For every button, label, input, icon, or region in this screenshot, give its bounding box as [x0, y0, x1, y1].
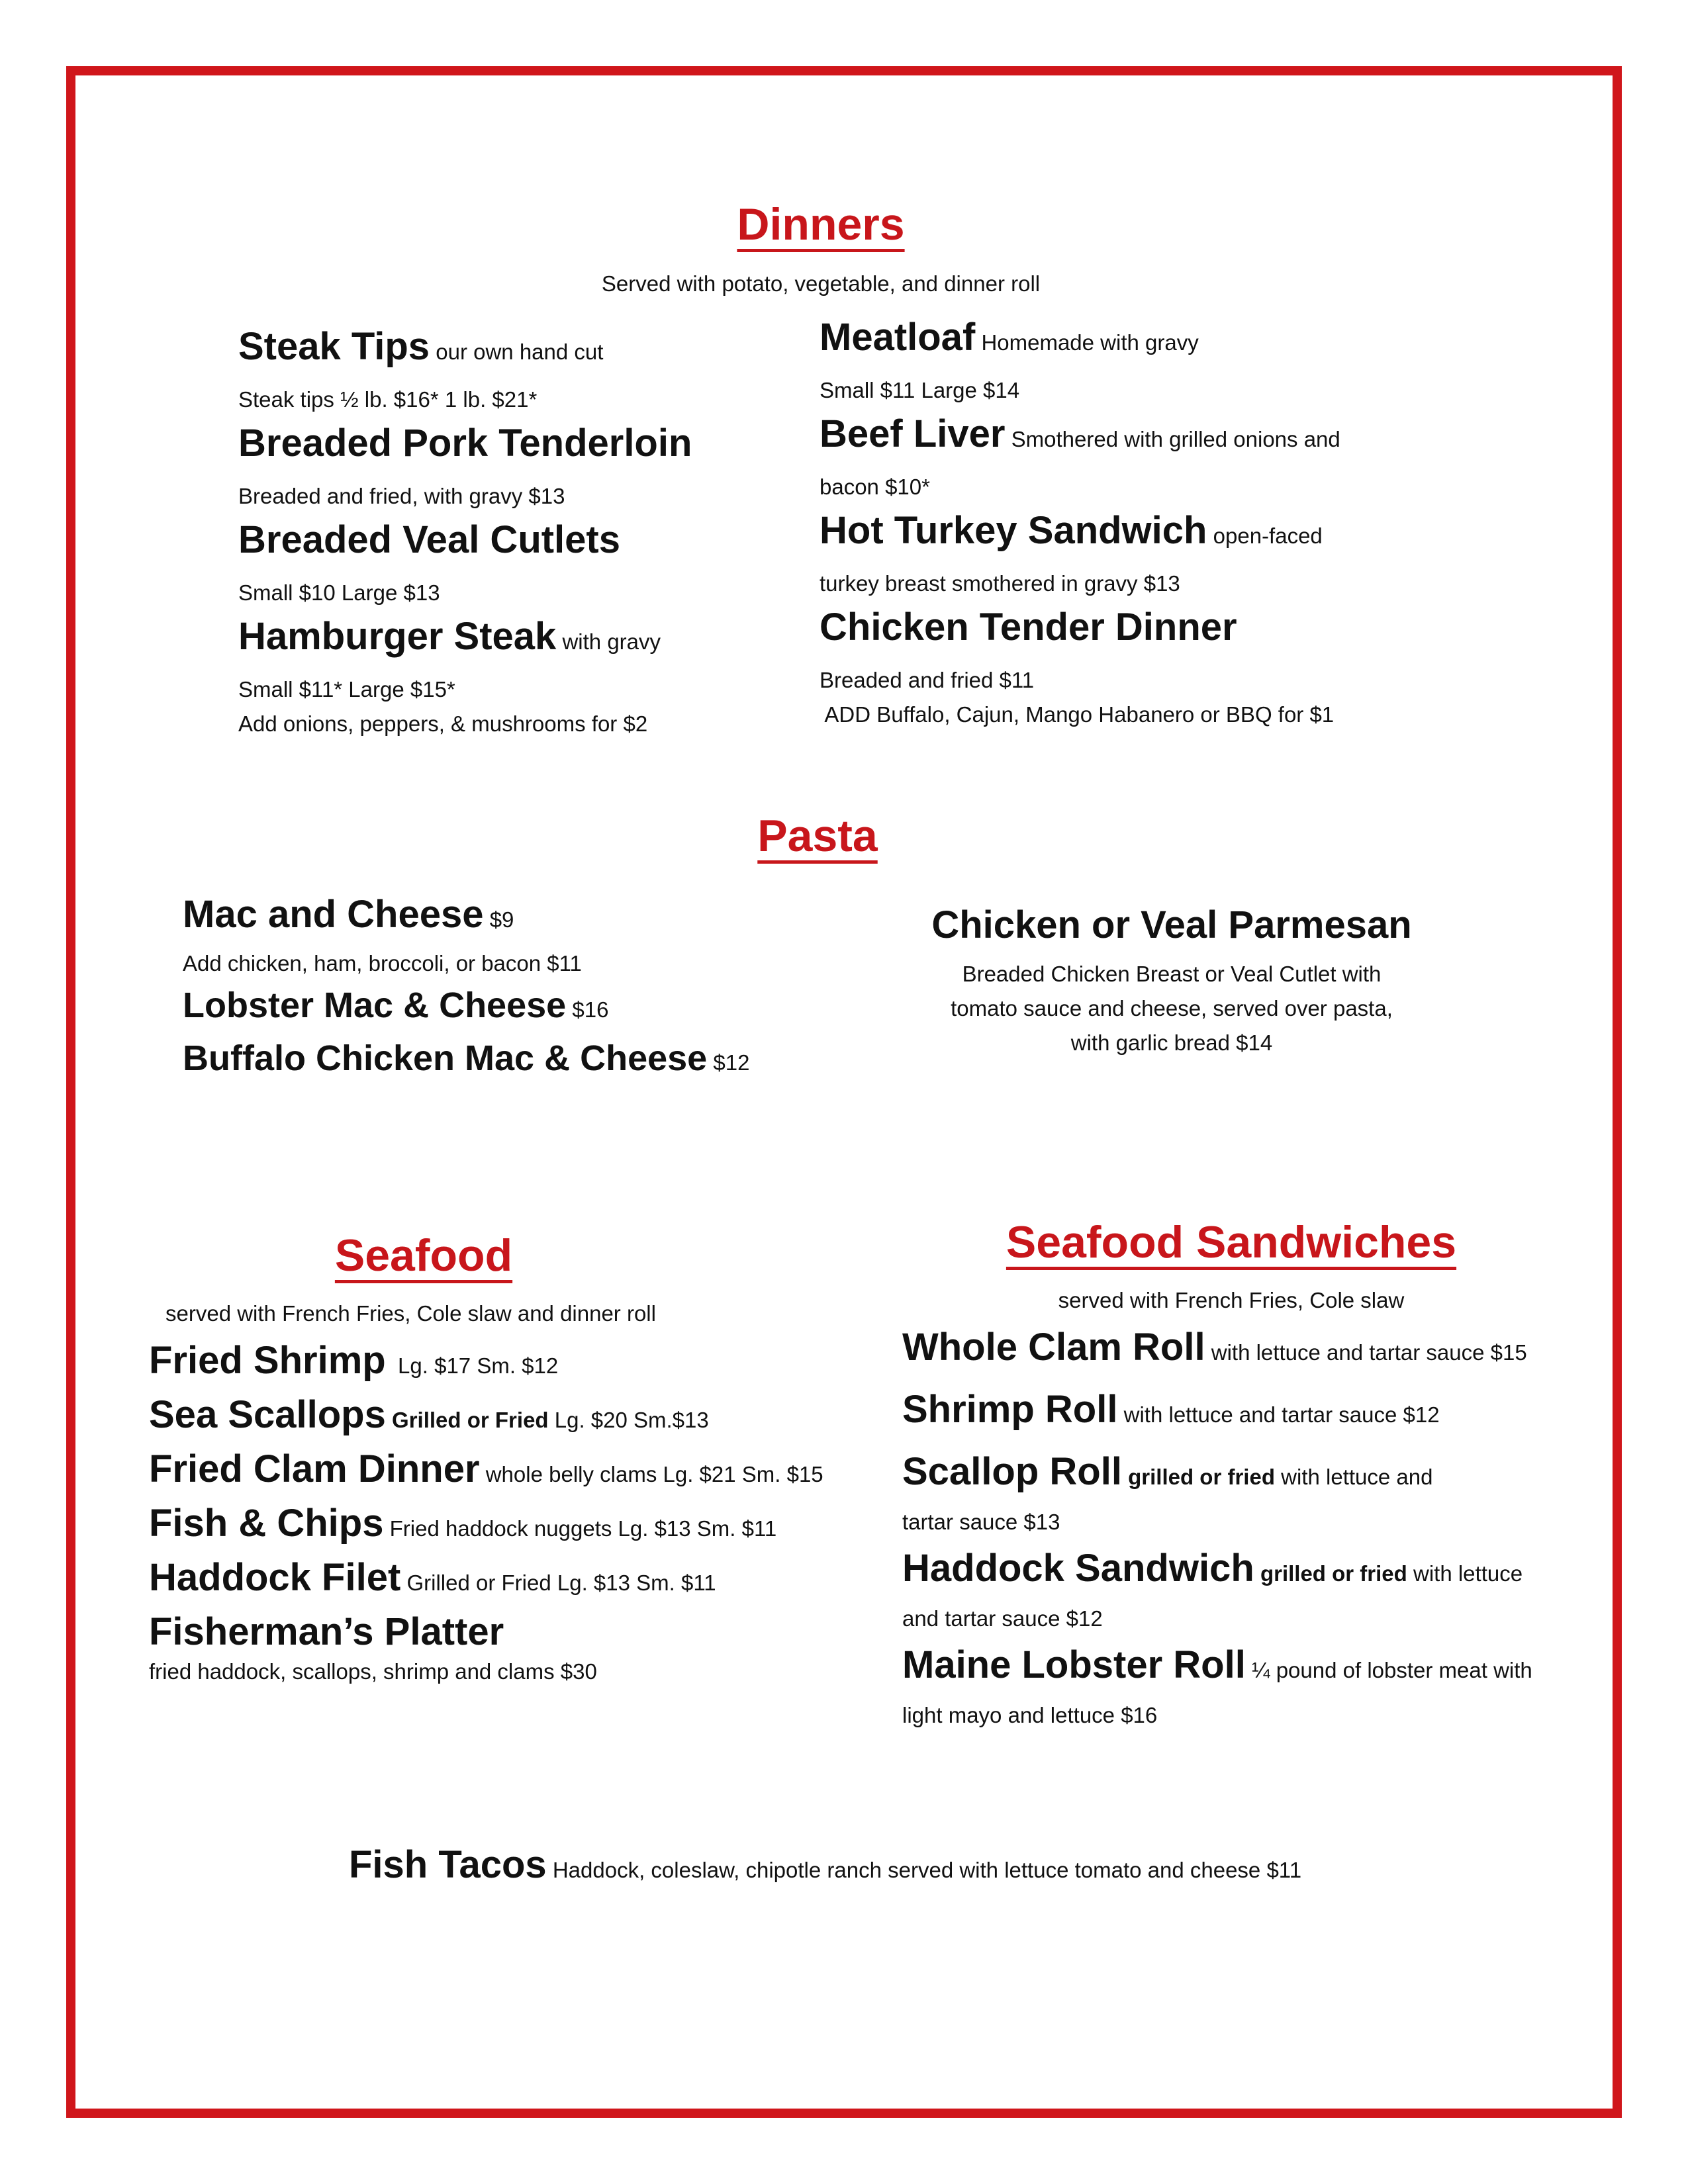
- item-name: Whole Clam Roll: [902, 1326, 1205, 1369]
- item-detail: with garlic bread $14: [1070, 1030, 1273, 1055]
- item-name: Meatloaf: [820, 316, 976, 359]
- item-desc: open-faced: [1213, 523, 1323, 548]
- item-price: $9: [489, 907, 514, 932]
- item-name: Chicken or Veal Parmesan: [931, 903, 1412, 946]
- item-name: Fisherman’s Platter: [149, 1610, 504, 1653]
- menu-item-lobster-roll: [902, 1644, 1532, 1686]
- item-detail: Steak tips ½ lb. $16* 1 lb. $21*: [238, 387, 538, 412]
- menu-item-fishermans-platter: [149, 1611, 504, 1653]
- item-detail: tomato sauce and cheese, served over pasta,: [951, 996, 1393, 1021]
- item-desc: Homemade with gravy: [981, 330, 1199, 355]
- sandwiches-subtitle: served with French Fries, Cole slaw: [1058, 1288, 1405, 1312]
- item-name: Mac and Cheese: [183, 893, 484, 936]
- menu-item-mac-cheese: [183, 893, 514, 936]
- item-name: Maine Lobster Roll: [902, 1643, 1246, 1686]
- item-detail: Breaded Chicken Breast or Veal Cutlet with: [962, 962, 1382, 986]
- item-price: $16: [572, 997, 609, 1022]
- item-name: Scallop Roll: [902, 1450, 1122, 1493]
- menu-item-chicken-tender: [820, 606, 1237, 649]
- item-detail: bacon $10*: [820, 475, 930, 499]
- seafood-subtitle: served with French Fries, Cole slaw and dinner roll: [165, 1301, 656, 1326]
- item-desc: Grilled or Fried Lg. $13 Sm. $11: [406, 1570, 716, 1595]
- menu-item-hot-turkey: [820, 510, 1323, 552]
- item-name: Beef Liver: [820, 412, 1006, 455]
- item-desc: Haddock, coleslaw, chipotle ranch served with lettuce tomato and cheese $11: [552, 1858, 1302, 1882]
- menu-border: [66, 66, 1622, 2118]
- dinners-heading: Dinners: [737, 199, 905, 250]
- menu-item-shrimp-roll: [902, 1388, 1440, 1431]
- item-name: Shrimp Roll: [902, 1388, 1118, 1431]
- item-detail: Add onions, peppers, & mushrooms for $2: [238, 711, 648, 736]
- item-price: $12: [713, 1050, 750, 1075]
- item-bold-desc: grilled or fried: [1260, 1561, 1407, 1586]
- item-name: Steak Tips: [238, 325, 430, 368]
- item-name: Haddock Filet: [149, 1556, 401, 1599]
- item-desc: our own hand cut: [436, 340, 604, 364]
- menu-item-veal-cutlets: [238, 519, 620, 561]
- menu-item-fried-clam: [149, 1448, 823, 1490]
- sandwiches-heading: Seafood Sandwiches: [1006, 1217, 1457, 1267]
- menu-item-fried-shrimp: [149, 1340, 558, 1382]
- menu-item-clam-roll: [902, 1326, 1527, 1369]
- item-desc: with lettuce and tartar sauce $15: [1211, 1340, 1527, 1365]
- item-detail: tartar sauce $13: [902, 1510, 1060, 1534]
- menu-item-meatloaf: [820, 316, 1199, 359]
- item-desc: Lg. $17 Sm. $12: [385, 1353, 559, 1378]
- menu-item-beef-liver: [820, 413, 1340, 455]
- item-name: Haddock Sandwich: [902, 1547, 1254, 1590]
- item-name: Fried Clam Dinner: [149, 1447, 480, 1490]
- item-detail: Breaded and fried, with gravy $13: [238, 484, 565, 508]
- item-detail: and tartar sauce $12: [902, 1606, 1103, 1631]
- item-name: Hot Turkey Sandwich: [820, 509, 1207, 552]
- menu-item-sea-scallops: [149, 1394, 709, 1436]
- menu-item-fish-tacos: [349, 1844, 1301, 1886]
- item-detail: Small $10 Large $13: [238, 580, 440, 605]
- item-name: Chicken Tender Dinner: [820, 606, 1237, 649]
- item-name: Sea Scallops: [149, 1393, 386, 1436]
- item-detail: turkey breast smothered in gravy $13: [820, 571, 1180, 596]
- item-detail: ADD Buffalo, Cajun, Mango Habanero or BBQ for $1: [820, 702, 1335, 727]
- menu-item-haddock-filet: [149, 1557, 716, 1599]
- item-name: Fish Tacos: [349, 1843, 547, 1886]
- menu-item-steak-tips: [238, 326, 603, 368]
- menu-item-scallop-roll: [902, 1451, 1432, 1493]
- item-detail: Small $11* Large $15*: [238, 677, 455, 702]
- item-name: Breaded Veal Cutlets: [238, 518, 620, 561]
- item-desc: with lettuce and: [1275, 1465, 1433, 1489]
- item-detail: fried haddock, scallops, shrimp and clams $30: [149, 1659, 597, 1684]
- item-desc: with lettuce and tartar sauce $12: [1123, 1402, 1440, 1427]
- item-name: Buffalo Chicken Mac & Cheese: [183, 1038, 708, 1078]
- menu-item-hamburger-steak: [238, 615, 661, 658]
- dinners-subtitle: Served with potato, vegetable, and dinner roll: [601, 271, 1041, 296]
- menu-item-buffalo-mac: [183, 1039, 749, 1078]
- seafood-heading: Seafood: [334, 1230, 513, 1281]
- menu-item-haddock-sandwich: [902, 1547, 1523, 1590]
- item-detail: light mayo and lettuce $16: [902, 1703, 1158, 1727]
- item-name: Lobster Mac & Cheese: [183, 985, 567, 1025]
- item-desc: Fried haddock nuggets Lg. $13 Sm. $11: [389, 1516, 777, 1541]
- item-detail: Small $11 Large $14: [820, 378, 1020, 402]
- pasta-heading: Pasta: [757, 811, 878, 861]
- menu-item-fish-chips: [149, 1502, 776, 1545]
- item-bold-desc: Grilled or Fried: [392, 1408, 549, 1432]
- item-desc: Lg. $20 Sm.$13: [548, 1408, 709, 1432]
- item-name: Breaded Pork Tenderloin: [238, 422, 692, 465]
- item-name: Fish & Chips: [149, 1502, 384, 1545]
- item-desc: Smothered with grilled onions and: [1011, 427, 1340, 451]
- menu-item-lobster-mac: [183, 986, 608, 1025]
- item-detail: Add chicken, ham, broccoli, or bacon $11: [183, 951, 582, 976]
- item-desc: with gravy: [562, 629, 661, 654]
- item-desc: ¼ pound of lobster meat with: [1252, 1658, 1532, 1682]
- menu-item-pork-tenderloin: [238, 422, 692, 465]
- item-name: Hamburger Steak: [238, 615, 557, 658]
- item-detail: Breaded and fried $11: [820, 668, 1035, 692]
- item-desc: whole belly clams Lg. $21 Sm. $15: [485, 1462, 823, 1486]
- item-name: Fried Shrimp: [149, 1339, 386, 1382]
- item-desc: with lettuce: [1407, 1561, 1523, 1586]
- item-bold-desc: grilled or fried: [1128, 1465, 1275, 1489]
- menu-item-parmesan: [821, 904, 1523, 946]
